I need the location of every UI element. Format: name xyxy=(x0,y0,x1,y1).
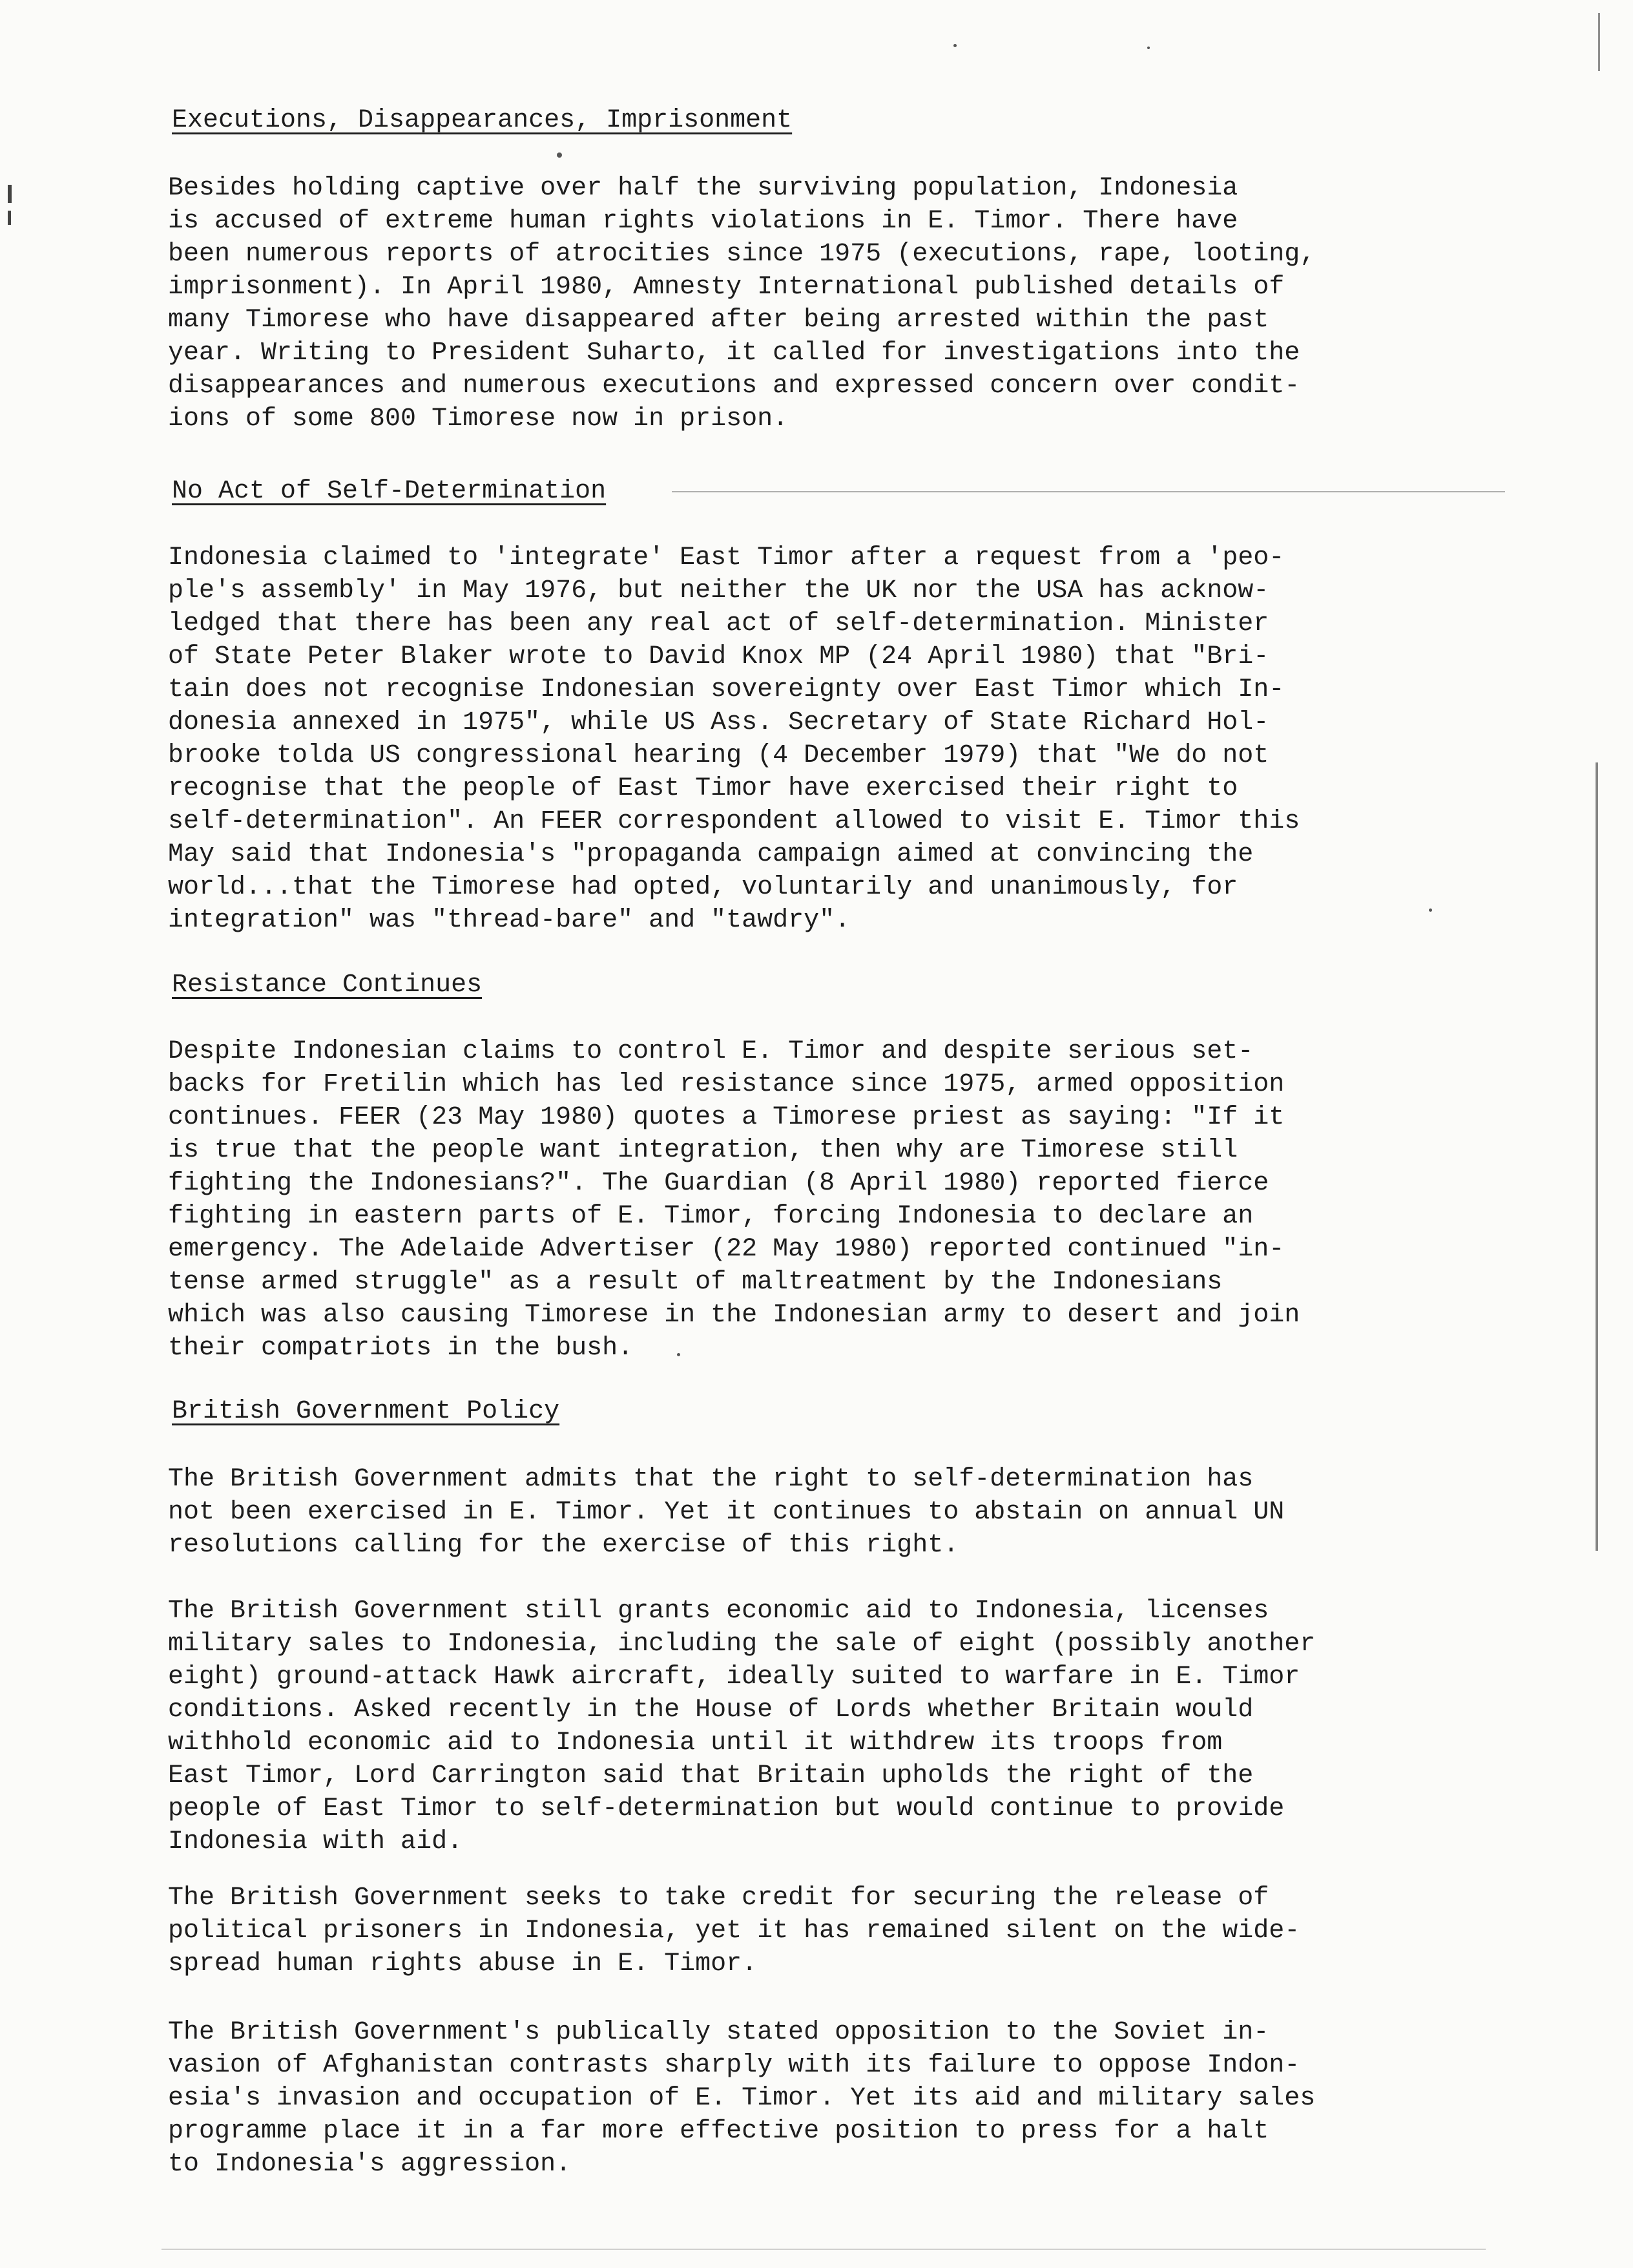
text-line: backs for Fretilin which has led resistance since 1975, armed opposition xyxy=(168,1070,1285,1099)
text-line: conditions. Asked recently in the House of Lords whether Britain would xyxy=(168,1696,1254,1725)
text-line: esia's invasion and occupation of E. Timor. Yet its aid and military sales xyxy=(168,2084,1316,2113)
text-line: recognise that the people of East Timor have exercised their right to xyxy=(168,774,1238,803)
text-line: ple's assembly' in May 1976, but neither the UK nor the USA has acknow- xyxy=(168,576,1269,605)
text-line: resolutions calling for the exercise of this right. xyxy=(168,1531,959,1560)
text-line: of State Peter Blaker wrote to David Knox MP (24 April 1980) that "Bri- xyxy=(168,642,1269,671)
text-line: self-determination". An FEER correspondent allowed to visit E. Timor this xyxy=(168,807,1300,836)
text-line: donesia annexed in 1975", while US Ass. Secretary of State Richard Hol- xyxy=(168,708,1269,737)
text-line: is accused of extreme human rights violations in E. Timor. There have xyxy=(168,207,1238,236)
text-line: spread human rights abuse in E. Timor. xyxy=(168,1949,758,1979)
text-line: their compatriots in the bush. xyxy=(168,1334,634,1363)
text-line: people of East Timor to self-determination but would continue to provide xyxy=(168,1794,1285,1823)
speck xyxy=(953,44,957,47)
text-line: The British Government seeks to take credit for securing the release of xyxy=(168,1884,1269,1913)
text-line: Indonesia with aid. xyxy=(168,1827,463,1856)
punch-mark xyxy=(8,211,11,225)
paragraph-british-policy-4 xyxy=(168,2016,1315,2181)
scan-edge-right xyxy=(1596,762,1598,1551)
section-heading-self-determination: No Act of Self-Determination xyxy=(172,477,607,506)
paragraph-self-determination xyxy=(168,541,1300,937)
text-line: to Indonesia's aggression. xyxy=(168,2150,572,2179)
text-line: tain does not recognise Indonesian sovereignty over East Timor which In- xyxy=(168,675,1285,704)
text-line: political prisoners in Indonesia, yet it has remained silent on the wide- xyxy=(168,1916,1300,1946)
text-line: fighting the Indonesians?". The Guardian (8 April 1980) reported fierce xyxy=(168,1169,1269,1198)
text-line: The British Government still grants economic aid to Indonesia, licenses xyxy=(168,1597,1269,1626)
text-line: fighting in eastern parts of E. Timor, forcing Indonesia to declare an xyxy=(168,1202,1254,1231)
section-heading-british-policy: British Government Policy xyxy=(172,1397,560,1426)
speck xyxy=(1147,47,1150,49)
text-line: withhold economic aid to Indonesia until it withdrew its troops from xyxy=(168,1728,1223,1758)
text-line: world...that the Timorese had opted, voluntarily and unanimously, for xyxy=(168,873,1238,902)
text-line: emergency. The Adelaide Advertiser (22 May 1980) reported continued "in- xyxy=(168,1235,1285,1264)
text-line: which was also causing Timorese in the Indonesian army to desert and join xyxy=(168,1301,1300,1330)
text-line: disappearances and numerous executions and expressed concern over condit- xyxy=(168,372,1300,401)
text-line: not been exercised in E. Timor. Yet it continues to abstain on annual UN xyxy=(168,1498,1285,1527)
section-heading-resistance: Resistance Continues xyxy=(172,971,483,1000)
text-line: military sales to Indonesia, including the sale of eight (possibly another xyxy=(168,1630,1316,1659)
text-line: continues. FEER (23 May 1980) quotes a Timorese priest as saying: "If it xyxy=(168,1103,1285,1132)
text-line: programme place it in a far more effective position to press for a halt xyxy=(168,2117,1269,2146)
text-line: East Timor, Lord Carrington said that Britain upholds the right of the xyxy=(168,1761,1254,1790)
speck xyxy=(1429,908,1432,912)
text-line: May said that Indonesia's "propaganda campaign aimed at convincing the xyxy=(168,840,1254,869)
text-line: ledged that there has been any real act of self-determination. Minister xyxy=(168,609,1269,638)
paragraph-british-policy-2 xyxy=(168,1595,1315,1858)
text-line: integration" was "thread-bare" and "tawdry". xyxy=(168,906,851,935)
text-line: Indonesia claimed to 'integrate' East Timor after a request from a 'peo- xyxy=(168,543,1285,572)
text-line: eight) ground-attack Hawk aircraft, ideally suited to warfare in E. Timor xyxy=(168,1663,1300,1692)
punch-mark xyxy=(8,185,12,203)
text-line: imprisonment). In April 1980, Amnesty International published details of xyxy=(168,273,1285,302)
text-line: year. Writing to President Suharto, it called for investigations into the xyxy=(168,339,1300,368)
text-line: Besides holding captive over half the surviving population, Indonesia xyxy=(168,174,1238,203)
speck xyxy=(557,152,562,158)
text-line: been numerous reports of atrocities since 1975 (executions, rape, looting, xyxy=(168,240,1316,269)
paragraph-british-policy-3 xyxy=(168,1882,1300,1980)
section-heading-executions: Executions, Disappearances, Imprisonment xyxy=(172,106,793,135)
bottom-rule xyxy=(161,2249,1486,2250)
paragraph-executions xyxy=(168,172,1315,436)
paragraph-resistance xyxy=(168,1035,1300,1365)
text-line: is true that the people want integration, then why are Timorese still xyxy=(168,1136,1238,1165)
text-line: Despite Indonesian claims to control E. Timor and despite serious set- xyxy=(168,1037,1254,1066)
speck xyxy=(677,1353,680,1356)
dashed-rule xyxy=(672,491,1505,492)
text-line: ions of some 800 Timorese now in prison. xyxy=(168,404,789,434)
text-line: many Timorese who have disappeared after being arrested within the past xyxy=(168,306,1269,335)
paragraph-british-policy-1 xyxy=(168,1463,1284,1562)
text-line: The British Government admits that the right to self-determination has xyxy=(168,1465,1254,1494)
scan-edge-right-top xyxy=(1598,13,1600,71)
text-line: brooke tolda US congressional hearing (4 December 1979) that "We do not xyxy=(168,741,1269,770)
text-line: The British Government's publically stated opposition to the Soviet in- xyxy=(168,2018,1269,2047)
text-line: vasion of Afghanistan contrasts sharply with its failure to oppose Indon- xyxy=(168,2051,1300,2080)
text-line: tense armed struggle" as a result of maltreatment by the Indonesians xyxy=(168,1268,1223,1297)
